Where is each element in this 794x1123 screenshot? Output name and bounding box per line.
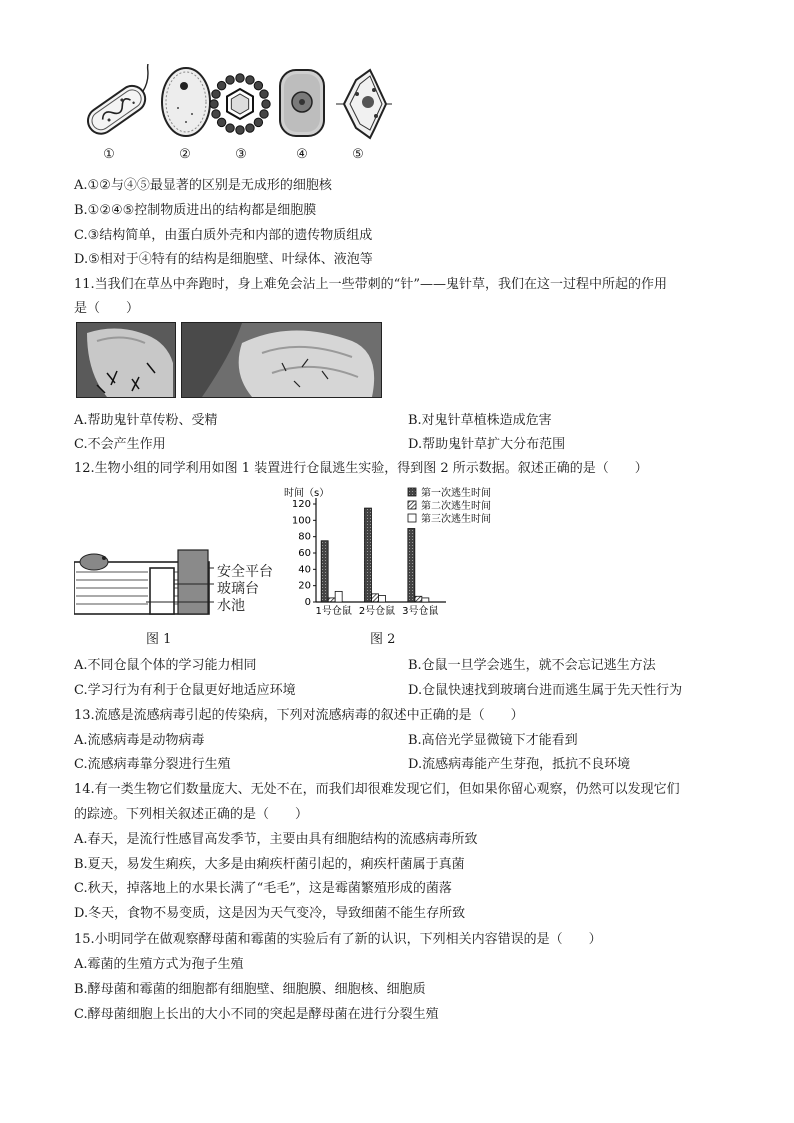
cell-label-4: ④ [296,147,308,162]
q14-option-d: D.冬天，食物不易变质，这是因为天气变冷，导致细菌不能生存所致 [74,906,466,921]
q14-option-b: B.夏天，易发生痢疾，大多是由痢疾杆菌引起的，痢疾杆菌属于真菌 [74,857,465,872]
q10-option-a: A.①②与④⑤最显著的区别是无成形的细胞核 [74,178,332,193]
y-tick-label: 80 [298,531,311,543]
q14-stem-line1: 14.有一类生物它们数量庞大、无处不在，而我们却很难发现它们，但如果你留心观察，仍然可以发现它们 [74,782,680,797]
q13-option-b: B.高倍光学显微镜下才能看到 [408,733,578,748]
legend-label-1: 第一次逃生时间 [421,488,491,499]
cell-label-3: ③ [235,147,247,162]
escape-time-chart [280,482,530,622]
y-tick-label: 40 [298,564,311,576]
legend-swatch-1 [408,488,416,496]
figure1-caption: 图 1 [146,632,172,647]
cell-label-2: ② [179,147,191,162]
q12-option-b: B.仓鼠一旦学会逃生，就不会忘记逃生方法 [408,658,656,673]
legend-swatch-2 [408,501,416,509]
q11-option-a: A.帮助鬼针草传粉、受精 [74,413,218,428]
burr-clothes-photo [181,322,382,398]
q10-option-c: C.③结构简单，由蛋白质外壳和内部的遗传物质组成 [74,228,373,243]
plant-cell-drawing [336,70,392,138]
legend-swatch-3 [408,514,416,522]
q12-option-d: D.仓鼠快速找到玻璃台进而逃生属于先天性行为 [408,683,683,698]
bar-2-3 [379,595,386,602]
q14-stem-line2: 的踪迹。下列相关叙述正确的是（ ） [74,807,309,822]
animal-cell-drawing [280,70,324,136]
bar-1-2 [328,598,335,602]
x-tick-label: 2号仓鼠 [358,606,396,617]
q10-option-d: D.⑤相对于④特有的结构是细胞壁、叶绿体、液泡等 [74,252,373,267]
q11-option-c: C.不会产生作用 [74,437,166,452]
legend-label-3: 第三次逃生时间 [421,514,491,525]
y-tick-label: 20 [298,580,311,592]
q13-stem: 13.流感是流感病毒引起的传染病，下列对流感病毒的叙述中正确的是（ ） [74,708,524,723]
bar-3-2 [415,596,422,602]
virus-drawing [210,74,270,134]
bar-2-2 [372,594,379,602]
q14-option-a: A.春天，是流行性感冒高发季节，主要由具有细胞结构的流感病毒所致 [74,832,478,847]
q12-option-c: C.学习行为有利于仓鼠更好地适应环境 [74,683,296,698]
bacterium-drawing [77,64,174,139]
q13-option-d: D.流感病毒能产生芽孢，抵抗不良环境 [408,757,631,772]
y-tick-label: 0 [304,597,311,608]
q11-option-d: D.帮助鬼针草扩大分布范围 [408,437,566,452]
q11-stem-line1: 11.当我们在草丛中奔跑时，身上难免会沾上一些带刺的“针”——鬼针草，我们在这一过程中所起的作用 [74,277,667,292]
bar-3-1 [408,529,415,603]
figure2-caption: 图 2 [370,632,396,647]
q15-option-b: B.酵母菌和霉菌的细胞都有细胞壁、细胞膜、细胞核、细胞质 [74,982,426,997]
bar-3-3 [422,598,429,602]
single-cell-drawing [162,68,210,136]
cells-figure [74,64,394,144]
burr-hand-photo [76,322,176,398]
q14-option-c: C.秋天，掉落地上的水果长满了“毛毛”，这是霉菌繁殖形成的菌落 [74,881,452,896]
bar-1-3 [335,591,342,602]
y-tick-label: 100 [291,515,311,527]
q15-option-a: A.霉菌的生殖方式为孢子生殖 [74,957,244,972]
cell-label-1: ① [103,147,115,162]
q13-option-a: A.流感病毒是动物病毒 [74,733,205,748]
q12-stem: 12.生物小组的同学利用如图 1 装置进行仓鼠逃生实验，得到图 2 所示数据。叙述正确的是（ ） [74,461,648,476]
y-axis-label: 时间（s） [284,488,330,499]
q11-stem-line2: 是（ ） [74,301,140,316]
bar-2-1 [365,508,372,602]
y-tick-label: 120 [291,499,311,510]
label-glass-stage: 玻璃台 [217,581,259,597]
bar-1-1 [321,541,328,602]
q13-option-c: C.流感病毒靠分裂进行生殖 [74,757,231,772]
q12-option-a: A.不同仓鼠个体的学习能力相同 [74,658,257,673]
q15-stem: 15.小明同学在做观察酵母菌和霉菌的实验后有了新的认识，下列相关内容错误的是（ ） [74,932,602,947]
q10-option-b: B.①②④⑤控制物质进出的结构都是细胞膜 [74,203,317,218]
q15-option-c: C.酵母菌细胞上长出的大小不同的突起是酵母菌在进行分裂生殖 [74,1007,439,1022]
legend-label-2: 第二次逃生时间 [421,501,491,512]
q11-option-b: B.对鬼针草植株造成危害 [408,413,552,428]
label-water-pool: 水池 [217,598,245,614]
label-safe-platform: 安全平台 [217,564,273,580]
cell-label-5: ⑤ [352,147,364,162]
y-tick-label: 60 [298,548,311,559]
x-tick-label: 1号仓鼠 [315,606,352,617]
x-tick-label: 3号仓鼠 [402,606,439,617]
